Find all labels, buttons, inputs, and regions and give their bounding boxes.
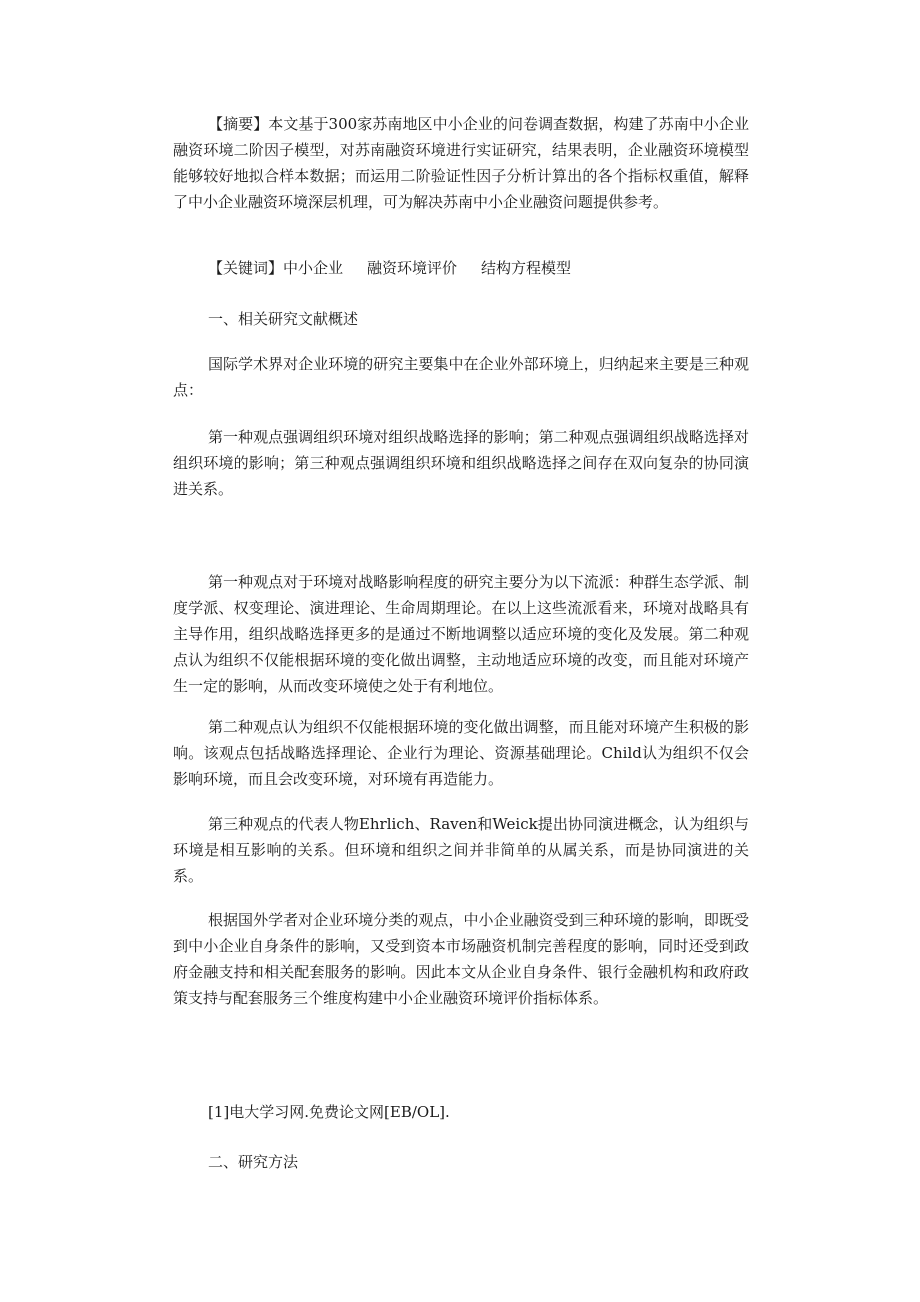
keyword-item: 融资环境评价 bbox=[367, 259, 458, 277]
section-heading-2: 二、研究方法 bbox=[208, 1153, 299, 1171]
keywords-line bbox=[173, 255, 749, 281]
keyword-item: 中小企业 bbox=[283, 259, 344, 277]
abstract-paragraph: 【摘要】本文基于300家苏南地区中小企业的问卷调查数据，构建了苏南中小企业融资环境二阶因子模型，对苏南融资环境进行实证研究，结果表明，企业融资环境模型能够较好地拟合样本数据；而运用二阶验证性因子分析计算出的各个指标权重值，解释了中小企业融资环境深层机理，可为解决苏南中小企业融资问题提供参考。 bbox=[173, 115, 749, 211]
body-paragraph: 第一种观点对于环境对战略影响程度的研究主要分为以下流派：种群生态学派、制度学派、权变理论、演进理论、生命周期理论。在以上这些流派看来，环境对战略具有主导作用，组织战略选择更多的是通过不断地调整以适应环境的变化及发展。第二种观点认为组织不仅能根据环境的变化做出调整，主动地适应环境的改变，而且能对环境产生一定的影响，从而改变环境使之处于有利地位。 bbox=[173, 573, 749, 695]
section-heading-1: 一、相关研究文献概述 bbox=[208, 310, 359, 328]
keywords-label: 【关键词】 bbox=[208, 259, 284, 277]
body-paragraph: 国际学术界对企业环境的研究主要集中在企业外部环境上，归纳起来主要是三种观点： bbox=[173, 355, 749, 399]
body-paragraph: 根据国外学者对企业环境分类的观点，中小企业融资受到三种环境的影响，即既受到中小企业自身条件的影响，又受到资本市场融资机制完善程度的影响，同时还受到政府金融支持和相关配套服务的影响。因此本文从企业自身条件、银行金融机构和政府政策支持与配套服务三个维度构建中小企业融资环境评价指标体系。 bbox=[173, 911, 749, 1007]
body-paragraph: 第二种观点认为组织不仅能根据环境的变化做出调整，而且能对环境产生积极的影响。该观点包括战略选择理论、企业行为理论、资源基础理论。Child认为组织不仅会影响环境，而且会改变环境，对环境有再造能力。 bbox=[173, 718, 749, 788]
body-paragraph: 第一种观点强调组织环境对组织战略选择的影响；第二种观点强调组织战略选择对组织环境的影响；第三种观点强调组织环境和组织战略选择之间存在双向复杂的协同演进关系。 bbox=[173, 428, 749, 498]
body-paragraph: 第三种观点的代表人物Ehrlich、Raven和Weick提出协同演进概念，认为组织与环境是相互影响的关系。但环境和组织之间并非简单的从属关系，而是协同演进的关系。 bbox=[173, 815, 749, 885]
reference-line: [1]电大学习网.免费论文网[EB/OL]. bbox=[208, 1103, 450, 1121]
keyword-item: 结构方程模型 bbox=[481, 259, 572, 277]
